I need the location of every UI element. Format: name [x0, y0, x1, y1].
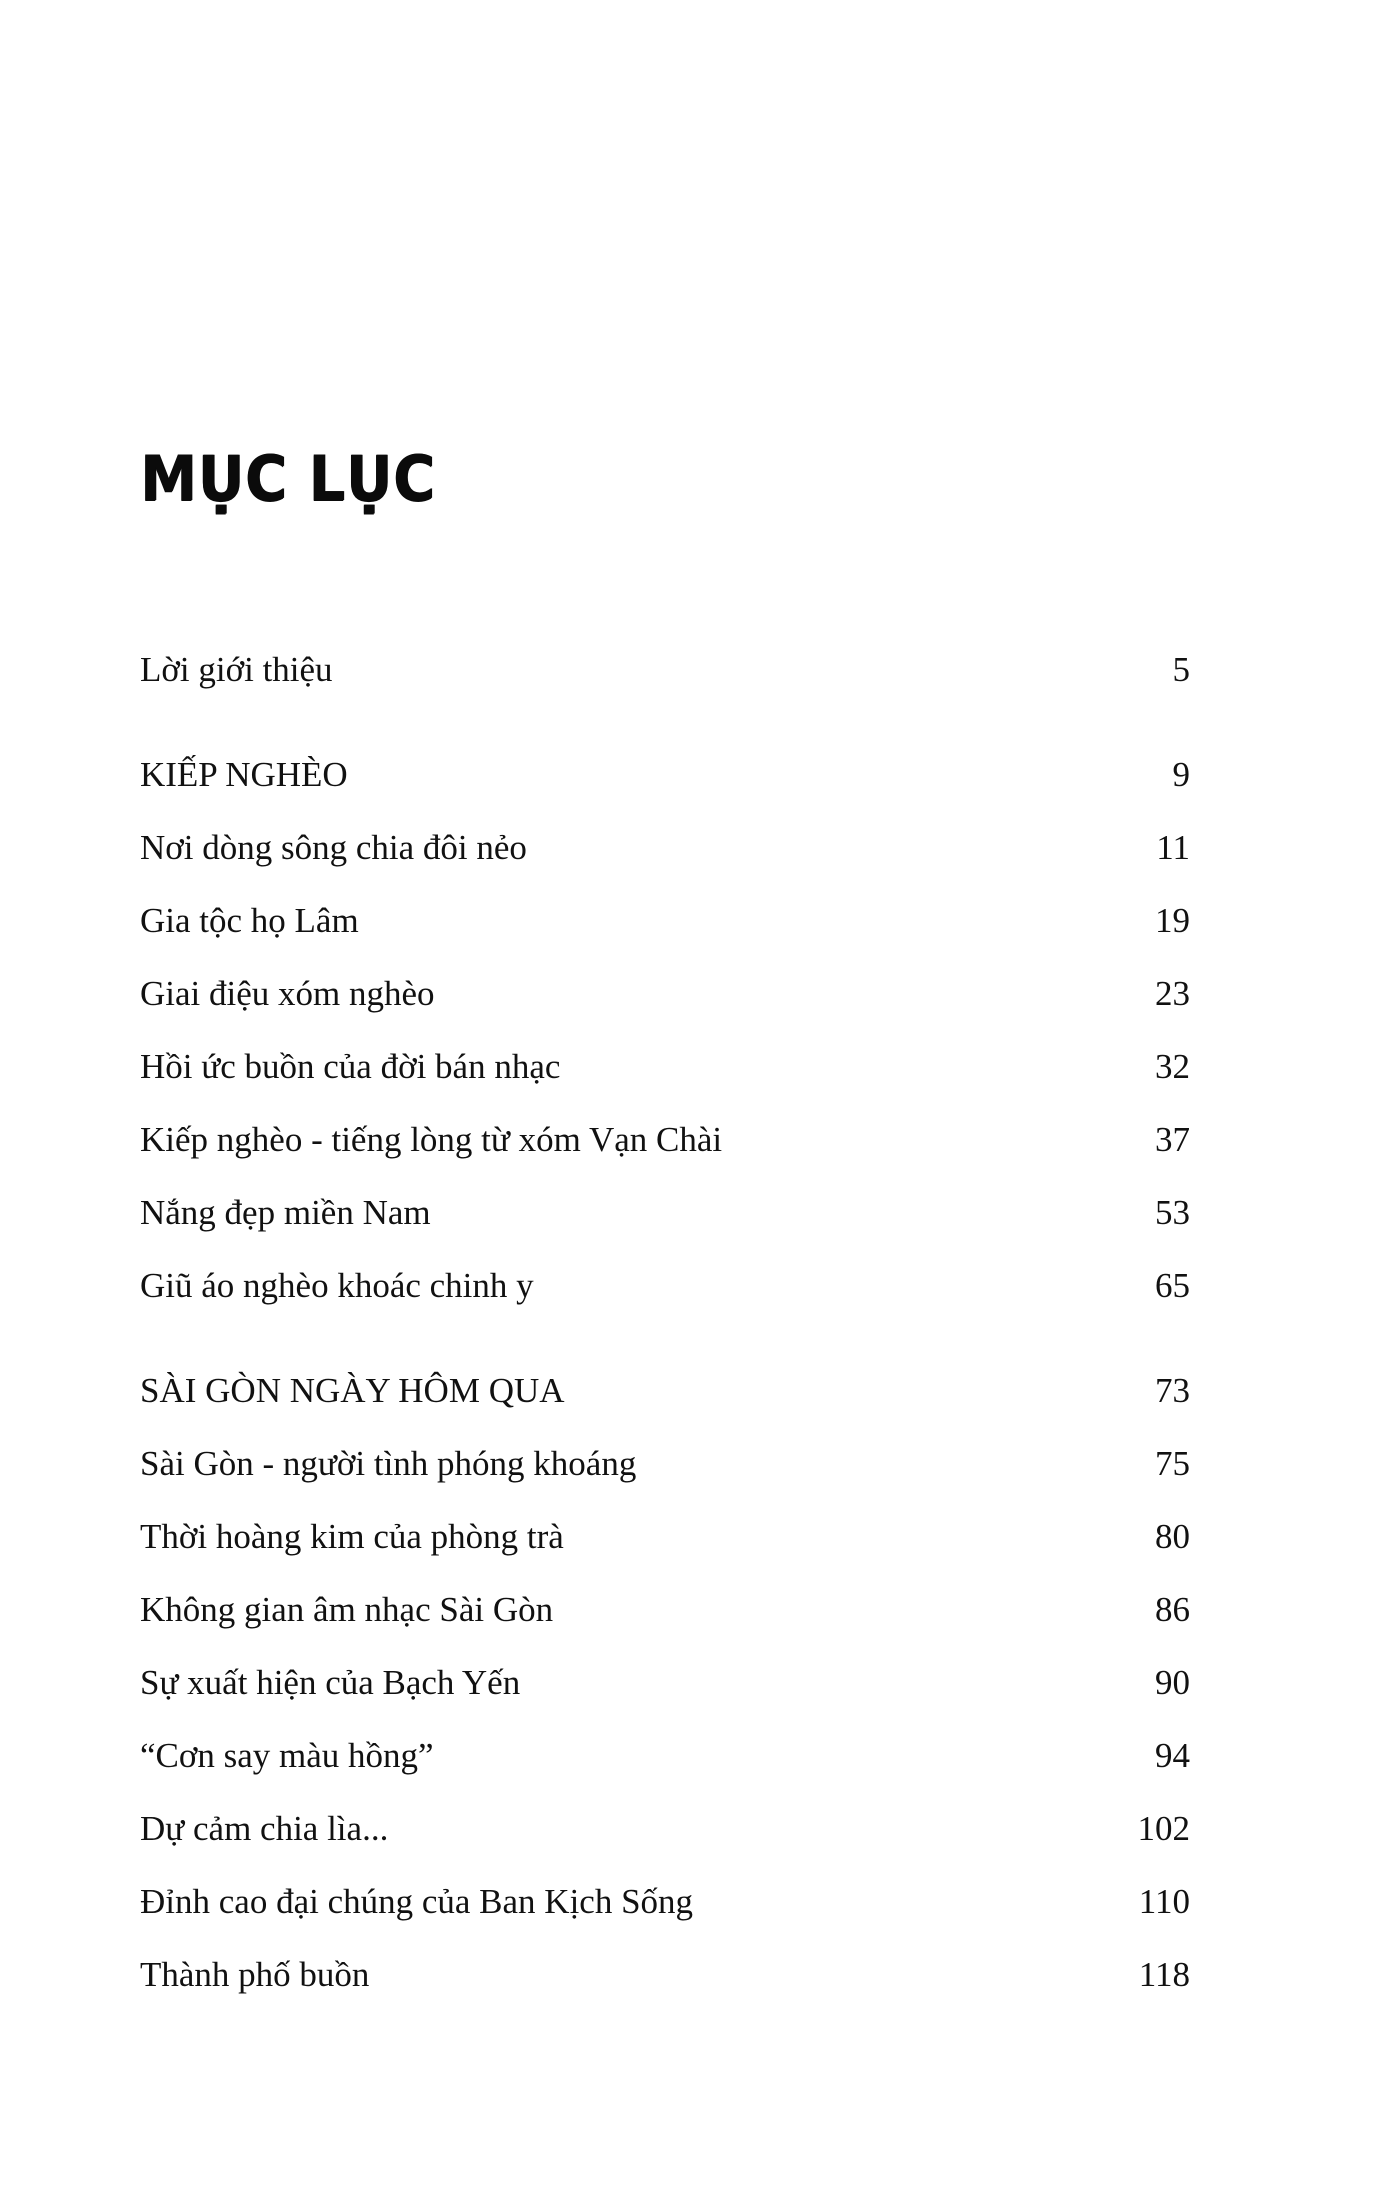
- toc-entry-page: 73: [1155, 1371, 1190, 1410]
- toc-entry-title: Giai điệu xóm nghèo: [140, 974, 435, 1013]
- toc-section-kiep-ngheo: [140, 750, 1190, 800]
- toc-entry-title: Gia tộc họ Lâm: [140, 901, 359, 940]
- toc-entry: [140, 823, 1190, 873]
- toc-entry-page: 86: [1155, 1590, 1190, 1629]
- toc-section-title: KIẾP NGHÈO: [140, 755, 348, 794]
- toc-entry-title: Thành phố buồn: [140, 1955, 370, 1994]
- toc-entry: [140, 1512, 1190, 1562]
- page-title: MỤC LỤC: [140, 442, 436, 515]
- toc-entry-title: Sự xuất hiện của Bạch Yến: [140, 1663, 521, 1702]
- toc-entry: [140, 1188, 1190, 1238]
- toc-entry-page: 23: [1155, 974, 1190, 1013]
- toc-entry-page: 19: [1155, 901, 1190, 940]
- toc-entry: [140, 1804, 1190, 1854]
- toc-entry-title: Đỉnh cao đại chúng của Ban Kịch Sống: [140, 1882, 694, 1921]
- toc-entry: [140, 1585, 1190, 1635]
- toc-entry-page: 102: [1137, 1809, 1190, 1848]
- toc-entry-title: Hồi ức buồn của đời bán nhạc: [140, 1047, 561, 1086]
- toc-section-sai-gon: [140, 1366, 1190, 1416]
- toc-entry-title: Kiếp nghèo - tiếng lòng từ xóm Vạn Chài: [140, 1120, 723, 1159]
- toc-entry-title: Nắng đẹp miền Nam: [140, 1193, 431, 1232]
- toc-entry-title: Không gian âm nhạc Sài Gòn: [140, 1590, 554, 1629]
- toc-entry: [140, 1877, 1190, 1927]
- toc-entry-page: 9: [1172, 755, 1190, 794]
- toc-entry: [140, 1261, 1190, 1311]
- toc-entry: [140, 1950, 1190, 2000]
- toc-entry-title: Giũ áo nghèo khoác chinh y: [140, 1266, 534, 1305]
- toc-entry-page: 94: [1155, 1736, 1190, 1775]
- toc-entry-page: 110: [1138, 1882, 1190, 1921]
- toc-entry: [140, 1115, 1190, 1165]
- toc-section-title: SÀI GÒN NGÀY HÔM QUA: [140, 1371, 565, 1410]
- toc-entry-page: 32: [1155, 1047, 1190, 1086]
- toc-entry-page: 37: [1155, 1120, 1190, 1159]
- toc-entry-page: 65: [1155, 1266, 1190, 1305]
- toc-entry-title: Sài Gòn - người tình phóng khoáng: [140, 1444, 637, 1483]
- toc-entry-title: “Cơn say màu hồng”: [140, 1736, 434, 1775]
- toc-entry: [140, 1439, 1190, 1489]
- toc-entry: [140, 969, 1190, 1019]
- toc-entry-page: 53: [1155, 1193, 1190, 1232]
- toc-entry-page: 118: [1138, 1955, 1190, 1994]
- toc-entry-page: 11: [1156, 828, 1190, 867]
- toc-entry-title: Dự cảm chia lìa...: [140, 1809, 389, 1848]
- toc-entry: [140, 1042, 1190, 1092]
- toc-entry: [140, 896, 1190, 946]
- toc-entry-page: 90: [1155, 1663, 1190, 1702]
- toc-entry-page: 5: [1172, 650, 1190, 689]
- toc-entry-title: Thời hoàng kim của phòng trà: [140, 1517, 564, 1556]
- toc-entry: [140, 1658, 1190, 1708]
- toc-entry-intro: [140, 645, 1190, 695]
- toc-entry: [140, 1731, 1190, 1781]
- toc-entry-page: 80: [1155, 1517, 1190, 1556]
- toc-entry-title: Lời giới thiệu: [140, 650, 333, 689]
- toc-entry-page: 75: [1155, 1444, 1190, 1483]
- toc-entry-title: Nơi dòng sông chia đôi nẻo: [140, 828, 527, 867]
